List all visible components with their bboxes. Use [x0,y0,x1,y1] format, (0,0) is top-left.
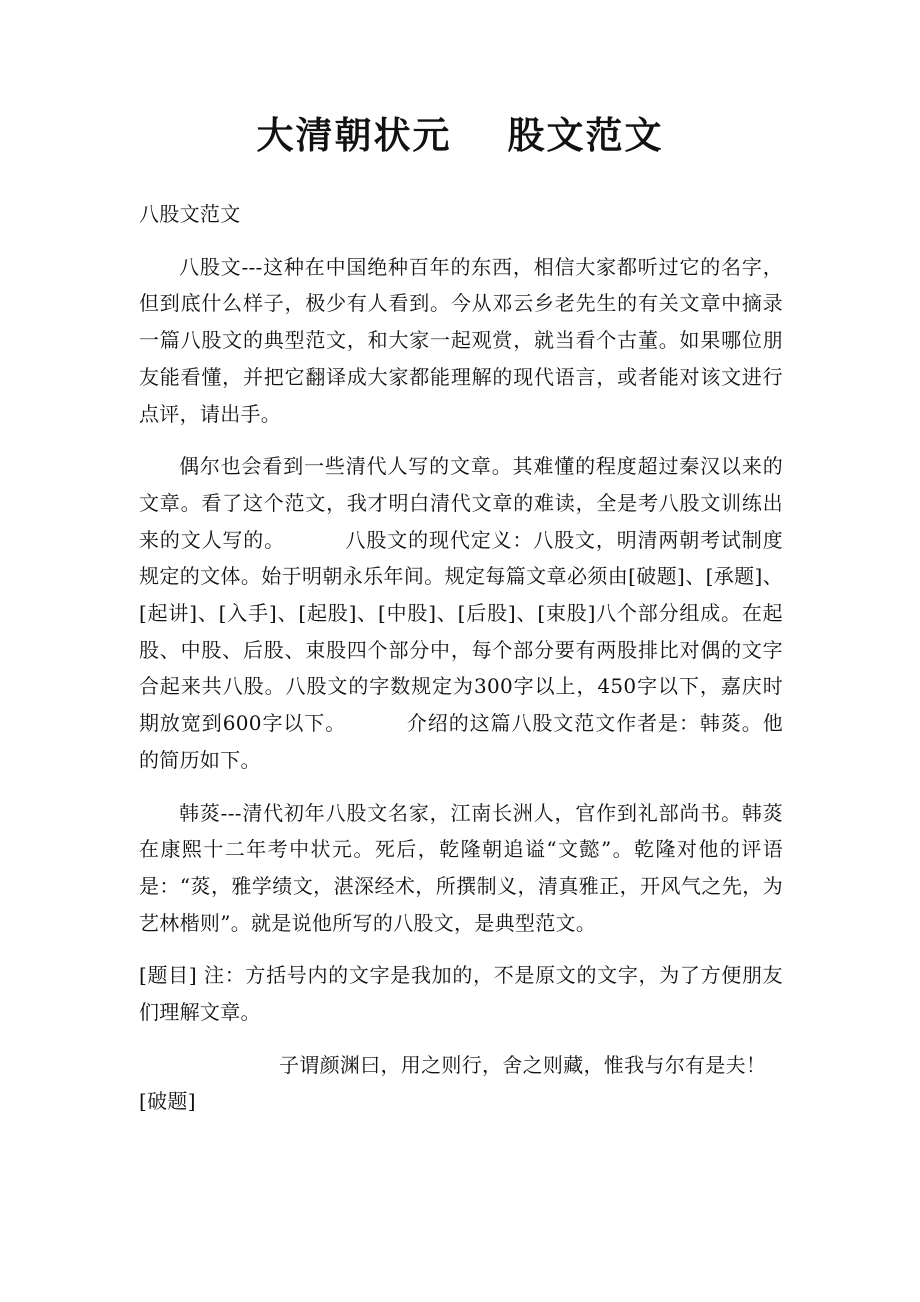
document-body [139,196,783,1120]
page-title [0,108,920,164]
paragraph-definition-part-2: 八股文的现代定义：八股文，明清两朝考试制度规定的文体。始于明朝永乐年间。规定每篇文章必须由[破题]、[承题]、[起讲]、[入手]、[起股]、[中股]、[后股]、[束股]八个部分组成。在起股、中股、后股、束股四个部分中，每个部分要有两股排比对偶的文字合起来共八股。八股文的字数规定为300字以上，450字以下，嘉庆时期放宽到600字以下。 [139,527,783,736]
subtitle: 八股文范文 [139,202,241,226]
paragraph-definition [139,448,783,778]
title-part-1: 大清朝状元 [256,114,452,157]
paragraph-note: [题目] 注：方括号内的文字是我加的，不是原文的文字，为了方便朋友们理解文章。 [139,963,783,1025]
section-label-poti: [破题] [139,1089,196,1114]
paragraph-author-bio: 韩菼---清代初年八股文名家，江南长洲人，官作到礼部尚书。韩菼在康熙十二年考中状元。死后，乾隆朝追谥“文懿”。乾隆对他的评语是：“菼，雅学绩文，湛深经术，所撰制义，清真雅正，开风气之先，为艺林楷则”。就是说他所写的八股文，是典型范文。 [139,800,783,935]
paragraph-intro: 八股文---这种在中国绝种百年的东西，相信大家都听过它的名字，但到底什么样子，极少有人看到。今从邓云乡老先生的有关文章中摘录一篇八股文的典型范文，和大家一起观赏，就当看个古董。如果哪位朋友能看懂，并把它翻译成大家都能理解的现代语言，或者能对该文进行点评，请出手。 [139,254,783,426]
title-part-2: 股文范文 [507,114,664,157]
paragraph-definition-part-3: 介绍的这篇八股文范文作者是：韩菼。他的简历如下。 [139,711,783,772]
paragraph-definition-part-1: 偶尔也会看到一些清代人写的文章。其难懂的程度超过秦汉以来的文章。看了这个范文，我才明白清代文章的难读，全是考八股文训练出来的文人写的。 [139,454,783,552]
exam-question-quote: 子谓颜渊曰，用之则行，舍之则藏，惟我与尔有是夫！ [279,1052,767,1077]
